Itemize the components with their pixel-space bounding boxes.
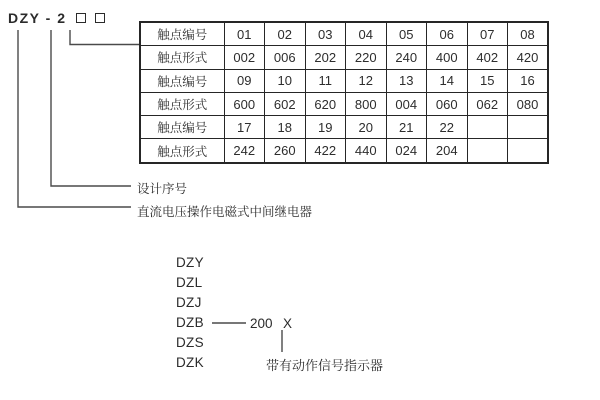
table-cell: 202 bbox=[305, 46, 346, 69]
table-cell: 260 bbox=[265, 139, 306, 163]
series-item-dzb: DZB bbox=[176, 315, 204, 330]
table-cell: 16 bbox=[508, 69, 549, 92]
table-cell: 402 bbox=[467, 46, 508, 69]
table-cell bbox=[467, 116, 508, 139]
table-cell: 062 bbox=[467, 92, 508, 115]
table-row bbox=[140, 22, 548, 46]
contact-table bbox=[139, 21, 549, 164]
table-cell: 14 bbox=[427, 69, 468, 92]
table-cell: 03 bbox=[305, 22, 346, 46]
dzb-value: 200 bbox=[250, 316, 273, 331]
table-cell: 06 bbox=[427, 22, 468, 46]
table-cell: 02 bbox=[265, 22, 306, 46]
table-cell: 21 bbox=[386, 116, 427, 139]
table-cell: 08 bbox=[508, 22, 549, 46]
model-code bbox=[8, 10, 105, 26]
table-cell: 19 bbox=[305, 116, 346, 139]
table-cell: 204 bbox=[427, 139, 468, 163]
table-cell bbox=[508, 139, 549, 163]
table-cell: 420 bbox=[508, 46, 549, 69]
table-row bbox=[140, 92, 548, 115]
placeholder-box-icon bbox=[95, 13, 105, 23]
series-item-dzl: DZL bbox=[176, 275, 203, 290]
table-cell: 400 bbox=[427, 46, 468, 69]
table-cell: 22 bbox=[427, 116, 468, 139]
table-cell: 602 bbox=[265, 92, 306, 115]
table-row bbox=[140, 139, 548, 163]
table-row bbox=[140, 69, 548, 92]
table-cell: 17 bbox=[224, 116, 265, 139]
table-row bbox=[140, 46, 548, 69]
indicator-note: 带有动作信号指示器 bbox=[266, 358, 384, 373]
table-row bbox=[140, 116, 548, 139]
table-cell: 240 bbox=[386, 46, 427, 69]
row-label-cell: 触点形式 bbox=[140, 46, 224, 69]
table-cell: 080 bbox=[508, 92, 549, 115]
table-cell: 006 bbox=[265, 46, 306, 69]
connector-contact-table-line bbox=[70, 30, 139, 45]
series-item-dzs: DZS bbox=[176, 335, 204, 350]
table-cell: 20 bbox=[346, 116, 387, 139]
relay-type-label: 直流电压操作电磁式中间继电器 bbox=[137, 205, 313, 219]
table-cell: 024 bbox=[386, 139, 427, 163]
table-cell: 440 bbox=[346, 139, 387, 163]
table-cell: 01 bbox=[224, 22, 265, 46]
table-cell: 242 bbox=[224, 139, 265, 163]
design-serial-label: 设计序号 bbox=[137, 182, 188, 196]
table-cell: 10 bbox=[265, 69, 306, 92]
table-cell: 13 bbox=[386, 69, 427, 92]
table-cell: 07 bbox=[467, 22, 508, 46]
series-item-dzk: DZK bbox=[176, 355, 204, 370]
placeholder-box-icon bbox=[76, 13, 86, 23]
model-code-text: DZY - 2 bbox=[8, 10, 67, 26]
table-cell: 002 bbox=[224, 46, 265, 69]
table-cell bbox=[508, 116, 549, 139]
series-item-dzy: DZY bbox=[176, 255, 204, 270]
series-item-dzj: DZJ bbox=[176, 295, 202, 310]
model-series-list bbox=[176, 253, 204, 373]
table-cell bbox=[467, 139, 508, 163]
table-cell: 05 bbox=[386, 22, 427, 46]
connector-design-serial-line bbox=[51, 30, 131, 186]
table-cell: 800 bbox=[346, 92, 387, 115]
table-cell: 422 bbox=[305, 139, 346, 163]
table-cell: 09 bbox=[224, 69, 265, 92]
row-label-cell: 触点编号 bbox=[140, 22, 224, 46]
connector-relay-type-line bbox=[18, 30, 131, 207]
table-cell: 18 bbox=[265, 116, 306, 139]
row-label-cell: 触点形式 bbox=[140, 139, 224, 163]
row-label-cell: 触点编号 bbox=[140, 116, 224, 139]
row-label-cell: 触点编号 bbox=[140, 69, 224, 92]
table-cell: 060 bbox=[427, 92, 468, 115]
dzb-variant: X bbox=[283, 316, 293, 331]
table-cell: 220 bbox=[346, 46, 387, 69]
table-cell: 600 bbox=[224, 92, 265, 115]
table-cell: 620 bbox=[305, 92, 346, 115]
table-cell: 15 bbox=[467, 69, 508, 92]
table-cell: 004 bbox=[386, 92, 427, 115]
row-label-cell: 触点形式 bbox=[140, 92, 224, 115]
table-cell: 12 bbox=[346, 69, 387, 92]
table-cell: 11 bbox=[305, 69, 346, 92]
table-cell: 04 bbox=[346, 22, 387, 46]
